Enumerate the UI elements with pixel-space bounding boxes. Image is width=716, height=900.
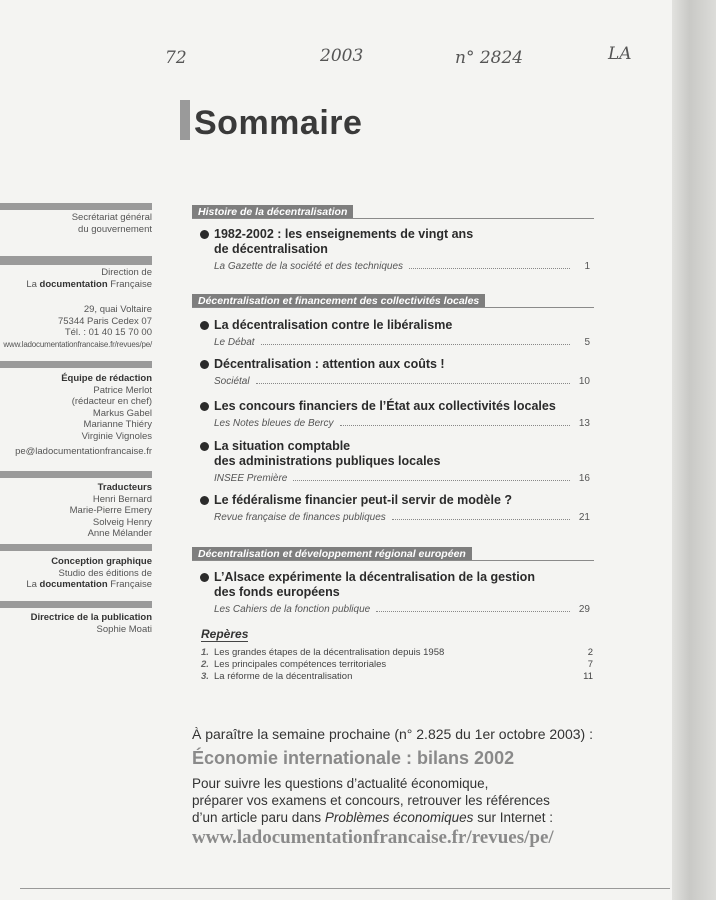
sidebar-block-design [0,556,152,591]
sidebar-text: 75344 Paris Cedex 07 [57,315,152,327]
article-entry [200,570,590,615]
article-entry [200,399,590,429]
sidebar-block-translators [0,482,152,540]
reperes-item: 2. Les principales compétences territoriales 7 [201,659,593,670]
page-number: 10 [578,376,590,387]
sidebar-heading: Équipe de rédaction [61,373,152,384]
bullet-icon [200,230,209,239]
page-number: 16 [578,473,590,484]
sidebar-text: Marie-Pierre Emery [69,505,152,516]
title-accent [180,100,190,140]
sidebar-text: Solveig Henry [92,516,152,528]
sidebar-divider [0,544,152,551]
article-source: Sociétal 10 [214,376,590,387]
article-source: Le Débat 5 [214,337,590,348]
article-entry [200,439,590,484]
sidebar-text: du gouvernement [78,223,152,235]
sidebar-publisher: La documentation Française [26,278,152,290]
article-title: La décentralisation contre le libéralisme [200,318,590,333]
section-heading-financing: Décentralisation et financement des collectivités locales [192,294,485,308]
article-title: La situation comptable des administrations publiques locales [200,439,590,469]
sidebar-text: Studio des éditions de [58,567,152,579]
sidebar-heading: Directrice de la publication [30,612,152,623]
sidebar-url: www.ladocumentationfrancaise.fr/revues/pe/ [3,339,152,349]
reperes-item: 3. La réforme de la décentralisation 11 [201,671,593,682]
bullet-icon [200,573,209,582]
article-title: L’Alsace expérimente la décentralisation de la gestion des fonds européens [200,570,590,600]
reperes-item: 1. Les grandes étapes de la décentralisation depuis 1958 2 [201,647,593,658]
sidebar-divider [0,601,152,608]
section-rule [192,560,594,561]
sidebar-text: Secrétariat général [71,212,152,223]
sidebar-text: Virginie Vignoles [81,430,152,442]
page-number: 13 [578,418,590,429]
article-entry [200,357,590,387]
bullet-icon [200,321,209,330]
sidebar-divider [0,471,152,478]
sidebar-text: Patrice Merlot [93,384,152,396]
sidebar-text: Direction de [101,267,152,278]
article-title: Décentralisation : attention aux coûts ! [200,357,590,372]
handwritten-issue: n° 2824 [455,48,524,68]
sidebar-heading: Traducteurs [97,482,152,493]
section-heading-history: Histoire de la décentralisation [192,205,353,219]
promo-text: Pour suivre les questions d’actualité économique, préparer vos examens et concours, retrouver les références d’un article paru dans Problèmes économiques sur Internet : [192,776,553,825]
bullet-icon [200,496,209,505]
sidebar-divider [0,203,152,210]
sidebar-text: Anne Mélander [87,528,152,539]
article-source: Les Cahiers de la fonction publique 29 [214,604,590,615]
article-entry [200,493,590,523]
page-number: 11 [583,671,593,682]
sidebar-text: Markus Gabel [92,407,152,419]
bullet-icon [200,442,209,451]
page-number: 21 [578,512,590,523]
sidebar-block-address [0,304,152,350]
handwritten-mark: LA [608,44,632,64]
section-rule [192,307,594,308]
article-entry [200,318,590,348]
page-title: Sommaire [194,104,363,142]
sidebar-text: 29, quai Voltaire [83,304,152,315]
article-title: Le fédéralisme financier peut-il servir de modèle ? [200,493,590,508]
article-entry [200,227,590,272]
handwritten-year: 2003 [320,46,364,66]
section-heading-european: Décentralisation et développement régional européen [192,547,472,561]
bullet-icon [200,360,209,369]
article-source: Les Notes bleues de Bercy 13 [214,418,590,429]
next-issue-title: Économie internationale : bilans 2002 [192,748,515,768]
sidebar-email: pe@ladocumentationfrancaise.fr [15,446,152,457]
article-source: INSEE Première 16 [214,473,590,484]
bottom-rule [20,888,670,889]
sidebar-block-director [0,612,152,635]
sidebar-publisher: La documentation Française [26,579,152,590]
page-number: 29 [578,604,590,615]
next-issue-announcement: À paraître la semaine prochaine (n° 2.825 du 1er octobre 2003) : [192,726,593,742]
sidebar-text: Tél. : 01 40 15 70 00 [64,327,152,338]
bullet-icon [200,402,209,411]
sidebar-heading: Conception graphique [51,556,152,567]
sidebar-divider [0,361,152,368]
sidebar-block-team [0,373,152,442]
article-source: Revue française de finances publiques 21 [214,512,590,523]
sidebar-block-direction [0,267,152,290]
sidebar-text: (rédacteur en chef) [71,396,152,407]
article-title: Les concours financiers de l’État aux collectivités locales [200,399,590,414]
page-number: 1 [584,261,590,272]
sidebar-text: Sophie Moati [96,623,152,635]
article-source: La Gazette de la société et des techniques 1 [214,261,590,272]
page-number: 2 [587,647,593,658]
page-edge [672,0,716,900]
sidebar-divider [0,256,152,265]
reperes-heading: Repères [201,627,249,641]
handwritten-number: 72 [165,48,187,68]
sidebar-text: Henri Bernard [92,493,152,505]
page-number: 7 [587,659,593,670]
article-title: 1982-2002 : les enseignements de vingt ans de décentralisation [200,227,590,257]
website-link[interactable]: www.ladocumentationfrancaise.fr/revues/pe/ [192,827,554,848]
section-rule [192,218,594,219]
page-number: 5 [584,337,590,348]
sidebar-text: Marianne Thiéry [83,419,152,430]
sidebar-block-secretariat [0,212,152,235]
